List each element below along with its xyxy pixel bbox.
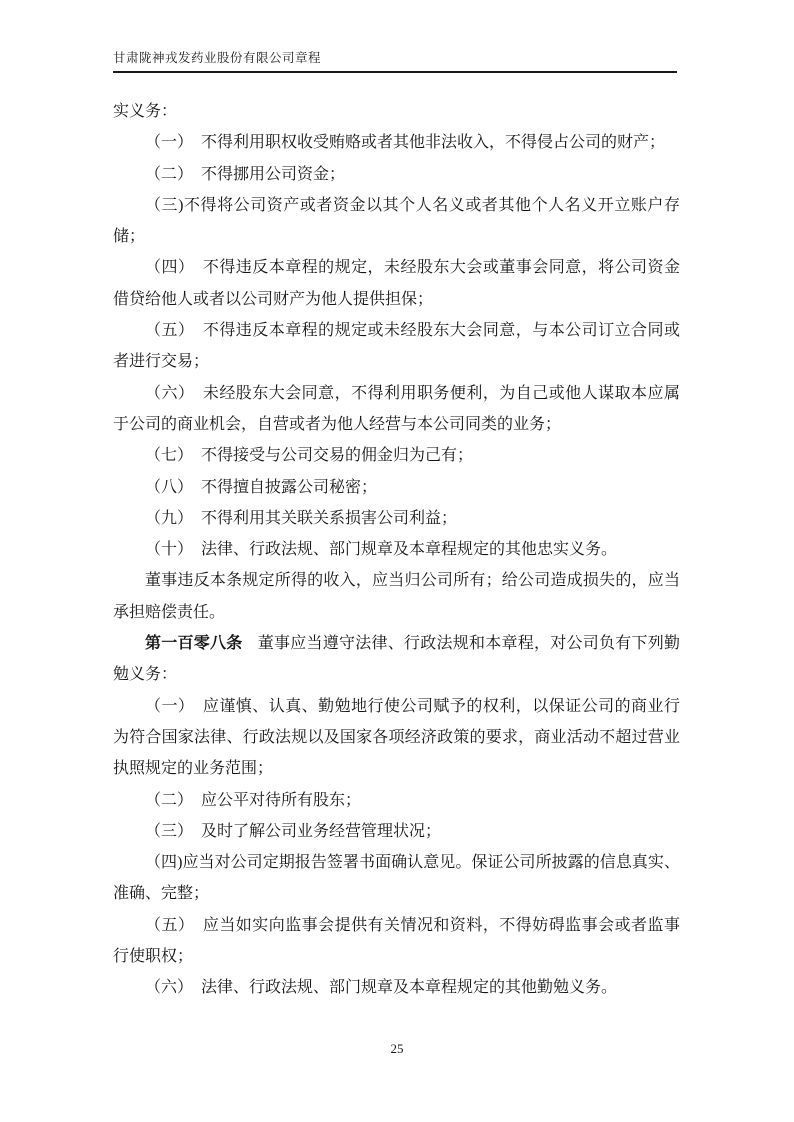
paragraph <box>113 565 680 628</box>
page-header <box>113 50 677 73</box>
paragraph-text: （五） 不得违反本章程的规定或未经股东大会同意，与本公司订立合同或者进行交易； <box>113 322 680 371</box>
page-number: 25 <box>390 1041 404 1056</box>
paragraph <box>113 315 680 378</box>
paragraph-text: （六） 法律、行政法规、部门规章及本章程规定的其他勤勉义务。 <box>145 979 618 997</box>
paragraph <box>113 127 680 158</box>
paragraph-text: （九） 不得利用其关联关系损害公司利益； <box>145 509 458 527</box>
paragraph-text: （三） 及时了解公司业务经营管理状况； <box>145 822 442 840</box>
paragraph-text: （二） 应公平对待所有股东； <box>145 791 362 809</box>
paragraph <box>113 190 680 253</box>
paragraph <box>113 252 680 315</box>
paragraph-text: （十） 法律、行政法规、部门规章及本章程规定的其他忠实义务。 <box>145 541 618 559</box>
paragraph <box>113 910 680 973</box>
paragraph-text: （三)不得将公司资产或者资金以其个人名义或者其他个人名义开立账户存储； <box>113 196 680 246</box>
paragraph <box>113 691 680 785</box>
article-number: 第一百零八条 <box>145 635 243 653</box>
paragraph-text: （一） 应谨慎、认真、勤勉地行使公司赋予的权利，以保证公司的商业行为符合国家法律、行政法规以及国家各项经济政策的要求，商业活动不超过营业执照规定的业务范围； <box>113 697 680 778</box>
paragraph-text: （七） 不得接受与公司交易的佣金归为己有； <box>145 447 474 465</box>
paragraph-text: （二） 不得挪用公司资金； <box>145 165 346 183</box>
paragraph-text: （四)应当对公司定期报告签署书面确认意见。保证公司所披露的信息真实、准确、完整； <box>113 854 680 903</box>
paragraph-text: （八） 不得擅自披露公司秘密； <box>145 478 378 496</box>
paragraph-text: （六） 未经股东大会同意，不得利用职务便利，为自己或他人谋取本应属于公司的商业机会，自营或者为他人经营与本公司同类的业务； <box>113 384 680 433</box>
document-body <box>113 96 680 1004</box>
paragraph <box>113 159 680 190</box>
paragraph <box>113 378 680 441</box>
paragraph <box>113 785 680 816</box>
paragraph-text: 董事应当遵守法律、行政法规和本章程，对公司负有下列勤勉义务： <box>113 635 680 684</box>
header-title: 甘肃陇神戎发药业股份有限公司章程 <box>113 51 322 65</box>
paragraph-text: 董事违反本条规定所得的收入，应当归公司所有；给公司造成损失的，应当承担赔偿责任。 <box>113 572 680 621</box>
paragraph <box>113 972 680 1003</box>
paragraph <box>113 440 680 471</box>
paragraph <box>113 847 680 910</box>
paragraph <box>113 96 680 127</box>
paragraph <box>113 472 680 503</box>
paragraph <box>113 816 680 847</box>
paragraph-text: （一） 不得利用职权收受贿赂或者其他非法收入，不得侵占公司的财产； <box>145 134 666 152</box>
paragraph-text: （四） 不得违反本章程的规定，未经股东大会或董事会同意，将公司资金借贷给他人或者以公司财产为他人提供担保； <box>113 259 680 308</box>
paragraph <box>113 534 680 565</box>
paragraph-text: 实义务： <box>113 103 178 120</box>
paragraph <box>113 628 680 691</box>
paragraph <box>113 503 680 534</box>
paragraph-text: （五） 应当如实向监事会提供有关情况和资料，不得妨碍监事会或者监事行使职权； <box>113 916 680 966</box>
